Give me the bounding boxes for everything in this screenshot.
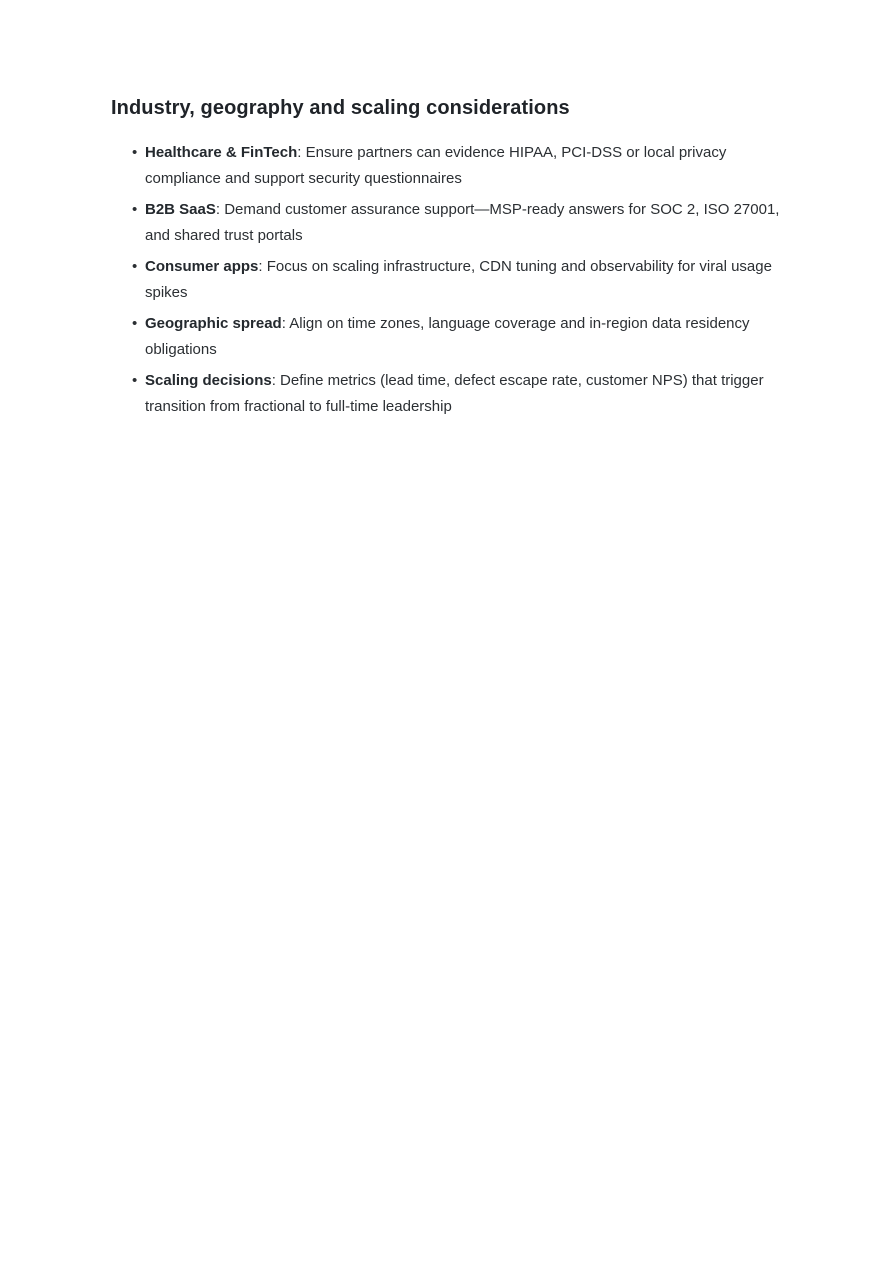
list-item-term: Consumer apps	[145, 258, 259, 275]
list-item-text: : Define metrics (lead time, defect escape rate, customer NPS) that trigger transition from fractional to full-time leadership	[145, 372, 764, 415]
list-item-term: Healthcare & FinTech	[145, 144, 298, 161]
bullet-icon: •	[132, 372, 138, 389]
document-content	[0, 0, 893, 420]
list-item-text: : Focus on scaling infrastructure, CDN tuning and observability for viral usage spikes	[145, 258, 772, 301]
list-item-term: B2B SaaS	[145, 201, 216, 218]
list-item-text: : Ensure partners can evidence HIPAA, PCI-DSS or local privacy compliance and support security questionnaires	[145, 144, 727, 187]
list-item-term: Scaling decisions	[145, 372, 272, 389]
considerations-list	[111, 140, 783, 420]
page-title: Industry, geography and scaling considerations	[111, 97, 570, 119]
bullet-icon: •	[132, 258, 138, 275]
bullet-icon: •	[132, 315, 138, 332]
list-item	[132, 311, 783, 363]
list-item	[132, 140, 783, 192]
bullet-icon: •	[132, 201, 138, 218]
list-item	[132, 368, 783, 420]
list-item-text: : Demand customer assurance support—MSP-ready answers for SOC 2, ISO 27001, and shared trust portals	[145, 201, 780, 244]
list-item-text: : Align on time zones, language coverage and in-region data residency obligations	[145, 315, 750, 358]
list-item	[132, 197, 783, 249]
bullet-icon: •	[132, 144, 138, 161]
list-item-term: Geographic spread	[145, 315, 282, 332]
list-item	[132, 254, 783, 306]
